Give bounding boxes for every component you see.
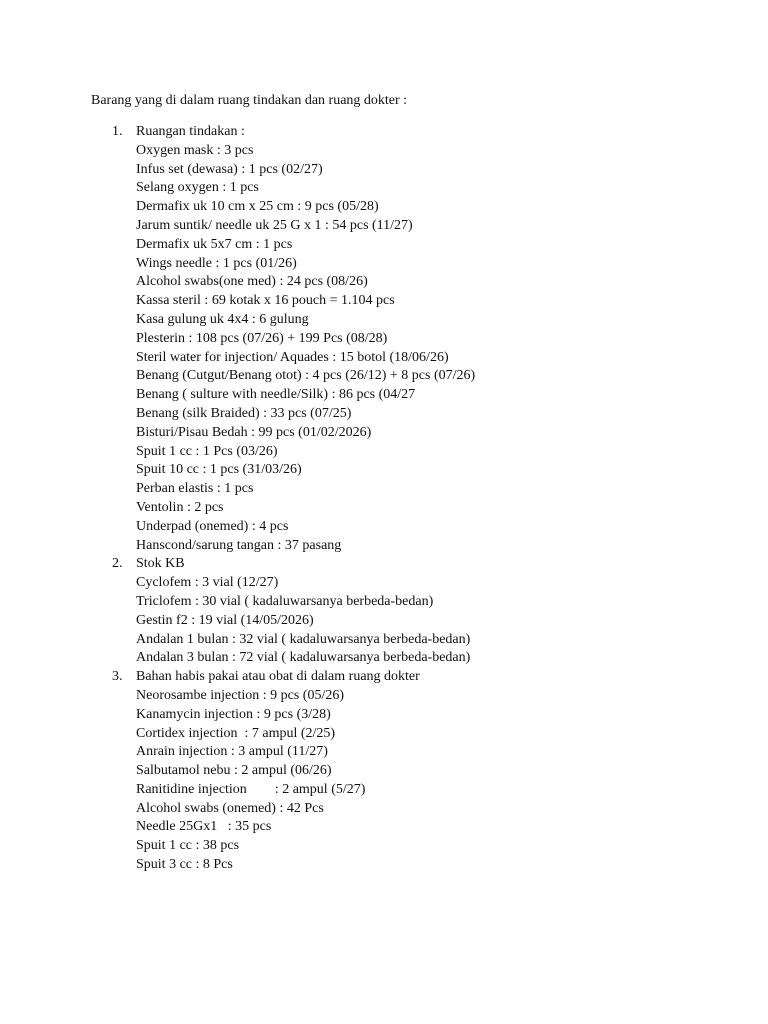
list-item: Spuit 10 cc : 1 pcs (31/03/26) bbox=[136, 462, 302, 478]
section-number: 1. bbox=[112, 124, 123, 139]
list-section bbox=[0, 123, 768, 555]
section-title: Stok KB bbox=[136, 556, 185, 572]
section-lines bbox=[136, 123, 768, 555]
list-item: Oxygen mask : 3 pcs bbox=[136, 142, 254, 158]
list-item: Hanscond/sarung tangan : 37 pasang bbox=[136, 537, 342, 553]
list-item: Perban elastis : 1 pcs bbox=[136, 481, 254, 497]
list-section bbox=[0, 555, 768, 668]
list-item: Kasa gulung uk 4x4 : 6 gulung bbox=[136, 311, 309, 327]
list-item: Neorosambe injection : 9 pcs (05/26) bbox=[136, 687, 345, 703]
list-item: Ranitidine injection : 2 ampul (5/27) bbox=[136, 781, 366, 797]
list-item: Bisturi/Pisau Bedah : 99 pcs (01/02/2026) bbox=[136, 424, 372, 440]
list-item: Dermafix uk 10 cm x 25 cm : 9 pcs (05/28) bbox=[136, 199, 379, 215]
list-item: Selang oxygen : 1 pcs bbox=[136, 180, 259, 196]
list-item: Spuit 1 cc : 1 Pcs (03/26) bbox=[136, 443, 278, 459]
list-item: Cyclofem : 3 vial (12/27) bbox=[136, 575, 279, 591]
list-item: Spuit 3 cc : 8 Pcs bbox=[136, 857, 233, 873]
list-item: Gestin f2 : 19 vial (14/05/2026) bbox=[136, 612, 314, 628]
list-item: Needle 25Gx1 : 35 pcs bbox=[136, 819, 272, 835]
list-item: Infus set (dewasa) : 1 pcs (02/27) bbox=[136, 161, 323, 177]
list-item: Jarum suntik/ needle uk 25 G x 1 : 54 pcs (11/27) bbox=[136, 217, 413, 233]
list-item: Benang (Cutgut/Benang otot) : 4 pcs (26/12) + 8 pcs (07/26) bbox=[136, 368, 476, 384]
list-item: Benang ( sulture with needle/Silk) : 86 pcs (04/27 bbox=[136, 387, 416, 403]
section-title: Ruangan tindakan : bbox=[136, 124, 245, 139]
list-item: Salbutamol nebu : 2 ampul (06/26) bbox=[136, 763, 332, 779]
section-title: Bahan habis pakai atau obat di dalam ruang dokter bbox=[136, 669, 420, 685]
list-item: Ventolin : 2 pcs bbox=[136, 499, 224, 515]
list-item: Anrain injection : 3 ampul (11/27) bbox=[136, 744, 328, 760]
intro-heading: Barang yang di dalam ruang tindakan dan ruang dokter : bbox=[91, 93, 408, 108]
list-item: Triclofem : 30 vial ( kadaluwarsanya berbeda-bedan) bbox=[136, 593, 434, 609]
list-item: Kanamycin injection : 9 pcs (3/28) bbox=[136, 706, 331, 722]
list-item: Alcohol swabs(one med) : 24 pcs (08/26) bbox=[136, 274, 368, 290]
list-item: Underpad (onemed) : 4 pcs bbox=[136, 518, 289, 534]
list-item: Dermafix uk 5x7 cm : 1 pcs bbox=[136, 236, 293, 252]
inventory-list bbox=[0, 123, 768, 875]
section-number: 3. bbox=[112, 669, 123, 685]
list-item: Alcohol swabs (onemed) : 42 Pcs bbox=[136, 800, 324, 816]
list-item: Spuit 1 cc : 38 pcs bbox=[136, 838, 240, 854]
list-item: Cortidex injection : 7 ampul (2/25) bbox=[136, 725, 336, 741]
section-number: 2. bbox=[112, 556, 123, 572]
list-item: Steril water for injection/ Aquades : 15 botol (18/06/26) bbox=[136, 349, 449, 365]
list-item: Andalan 1 bulan : 32 vial ( kadaluwarsanya berbeda-bedan) bbox=[136, 631, 471, 647]
section-lines bbox=[136, 555, 768, 668]
list-section bbox=[0, 668, 768, 875]
section-lines bbox=[136, 668, 768, 875]
list-item: Wings needle : 1 pcs (01/26) bbox=[136, 255, 297, 271]
list-item: Andalan 3 bulan : 72 vial ( kadaluwarsanya berbeda-bedan) bbox=[136, 650, 471, 666]
list-item: Plesterin : 108 pcs (07/26) + 199 Pcs (08/28) bbox=[136, 330, 388, 346]
list-item: Kassa steril : 69 kotak x 16 pouch = 1.104 pcs bbox=[136, 293, 395, 309]
list-item: Benang (silk Braided) : 33 pcs (07/25) bbox=[136, 405, 352, 421]
